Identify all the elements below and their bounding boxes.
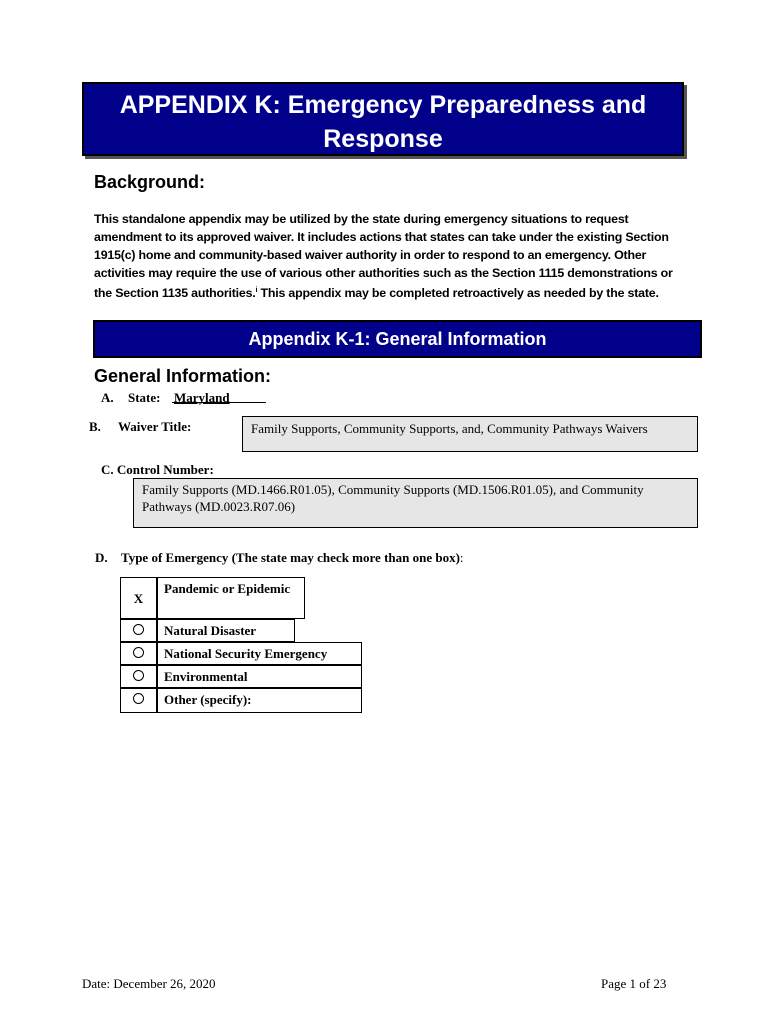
state-letter: A. xyxy=(101,390,114,405)
option-national-security: National Security Emergency xyxy=(157,642,362,665)
title-line-1: APPENDIX K: Emergency Preparedness and xyxy=(119,91,647,119)
control-number-label: C. Control Number: xyxy=(101,462,214,477)
state-underline xyxy=(172,402,266,403)
option-pandemic: Pandemic or Epidemic xyxy=(157,577,305,619)
type-of-emergency-label xyxy=(121,550,464,566)
option-natural-disaster: Natural Disaster xyxy=(157,619,295,642)
appendix-k1-banner: Appendix K-1: General Information xyxy=(93,320,702,358)
checkbox-national-security[interactable] xyxy=(120,642,157,665)
type-label-colon: : xyxy=(459,550,464,565)
footer-date: Date: December 26, 2020 xyxy=(82,976,216,991)
checkbox-other[interactable] xyxy=(120,688,157,713)
radio-circle-icon xyxy=(133,624,144,635)
footnote-marker[interactable]: i xyxy=(255,287,258,294)
radio-circle-icon xyxy=(133,670,144,681)
title-line-2: Response xyxy=(323,125,443,153)
background-heading: Background: xyxy=(94,172,206,192)
background-text-2: This appendix may be completed retroactively as needed by the state. xyxy=(257,286,659,301)
checkbox-environmental[interactable] xyxy=(120,665,157,688)
radio-circle-icon xyxy=(133,647,144,658)
background-paragraph xyxy=(94,210,674,302)
state-label: State: xyxy=(128,390,161,405)
checkbox-natural-disaster[interactable] xyxy=(120,619,157,642)
waiver-letter: B. xyxy=(89,419,101,434)
footer-page-number: Page 1 of 23 xyxy=(601,976,667,991)
control-number-field[interactable]: Family Supports (MD.1466.R01.05), Community Supports (MD.1506.R01.05), and Community Pathways (MD.0023.R07.06) xyxy=(133,478,698,528)
option-environmental: Environmental xyxy=(157,665,362,688)
checkbox-pandemic[interactable]: X xyxy=(120,577,157,619)
waiver-title-field[interactable]: Family Supports, Community Supports, and, Community Pathways Waivers xyxy=(242,416,698,452)
waiver-title-label: Waiver Title: xyxy=(118,419,192,434)
background-text-1: This standalone appendix may be utilized by the state during emergency situations to request amendment to its approved waiver. It includes actions that states can take under the existing Section 1915(c) home and community-based waiver authority in order to respond to an emergency. Other activities may require the use of various other authorities such as the Section 1115 demonstrations or the Section 1135 authorities. xyxy=(94,212,673,301)
type-label-text: Type of Emergency (The state may check more than one box) xyxy=(121,550,460,565)
radio-circle-icon xyxy=(133,693,144,704)
option-other: Other (specify): xyxy=(157,688,362,713)
general-information-heading: General Information: xyxy=(94,366,272,386)
type-letter: D. xyxy=(95,550,108,565)
appendix-title-banner xyxy=(82,82,684,156)
state-value[interactable]: Maryland xyxy=(174,390,230,405)
